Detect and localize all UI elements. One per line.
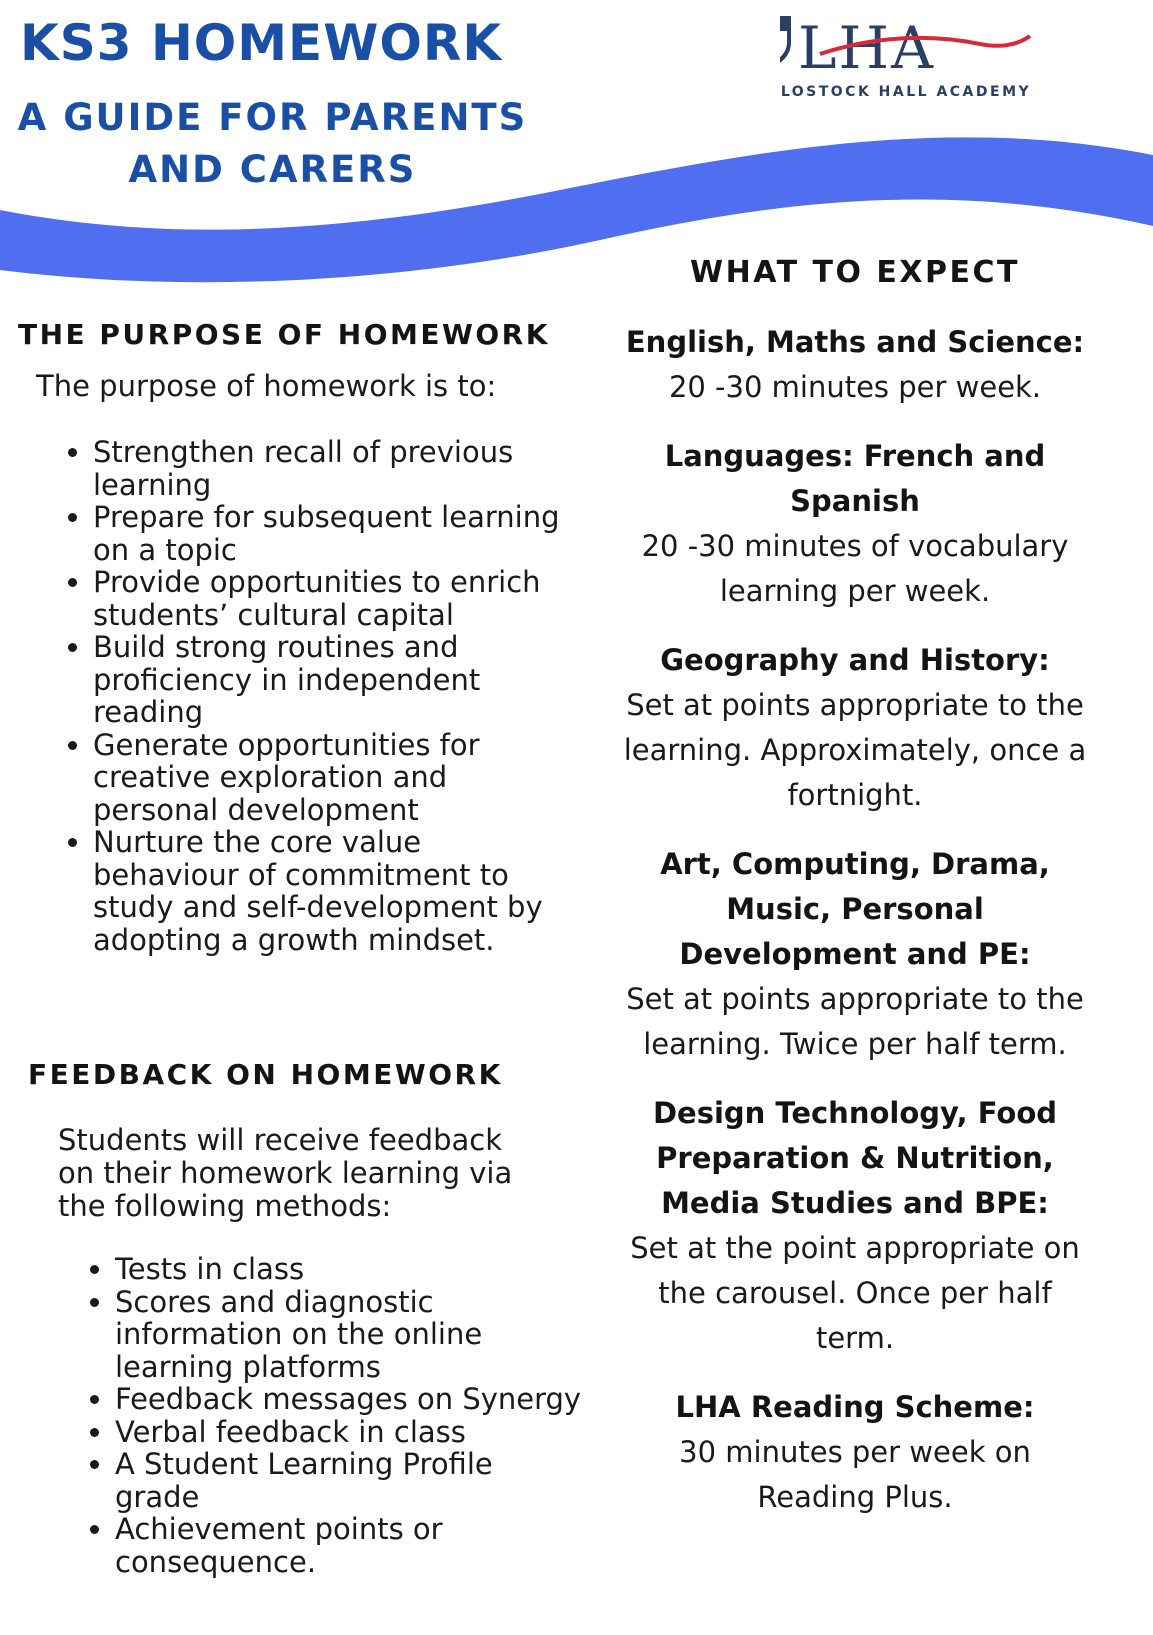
list-item: • Scores and diagnostic information on the online learning platforms xyxy=(115,1286,585,1384)
expect-item xyxy=(620,842,1090,1067)
expect-item-body: 20 -30 minutes per week. xyxy=(668,370,1042,404)
list-item: • Tests in class xyxy=(115,1253,585,1286)
feedback-list xyxy=(80,1253,585,1578)
list-item: • Verbal feedback in class xyxy=(115,1416,585,1449)
list-item: • Build strong routines and proficiency in independent reading xyxy=(93,631,563,729)
expect-item-body: Set at points appropriate to the learning. Approximately, once a fortnight. xyxy=(623,688,1087,812)
expect-item-title: Design Technology, Food Preparation & Nutrition, Media Studies and BPE: xyxy=(652,1096,1058,1220)
expect-item-body: Set at the point appropriate on the carousel. Once per half term. xyxy=(630,1231,1080,1355)
purpose-list xyxy=(58,436,563,956)
expect-item-title: English, Maths and Science: xyxy=(625,325,1085,359)
page-title: KS3 HOMEWORK xyxy=(20,14,503,72)
expect-section xyxy=(620,255,1090,1544)
expect-item xyxy=(620,638,1090,818)
expect-item xyxy=(620,1385,1090,1520)
expect-item-title: Art, Computing, Drama, Music, Personal Development and PE: xyxy=(660,847,1050,971)
expect-item-body: 30 minutes per week on Reading Plus. xyxy=(679,1435,1031,1514)
list-item: • Prepare for subsequent learning on a topic xyxy=(93,501,563,566)
list-item: • Strengthen recall of previous learning xyxy=(93,436,563,501)
feedback-intro: Students will receive feedback on their homework learning via the following methods: xyxy=(58,1123,513,1223)
expect-item-title: LHA Reading Scheme: xyxy=(675,1390,1035,1424)
expect-item-body: 20 -30 minutes of vocabulary learning per week. xyxy=(641,529,1069,608)
list-item: • Feedback messages on Synergy xyxy=(115,1383,585,1416)
logo-tagline: LOSTOCK HALL ACADEMY xyxy=(780,84,1032,100)
expect-item-title: Languages: French and Spanish xyxy=(664,439,1046,518)
page-subtitle: A GUIDE FOR PARENTS AND CARERS xyxy=(17,96,528,191)
expect-item xyxy=(620,320,1090,410)
feedback-heading: FEEDBACK ON HOMEWORK xyxy=(28,1058,503,1091)
shield-icon xyxy=(780,16,791,68)
list-item: • A Student Learning Profile grade xyxy=(115,1448,585,1513)
list-item: • Achievement points or consequence. xyxy=(115,1513,585,1578)
expect-item-body: Set at points appropriate to the learning. Twice per half term. xyxy=(626,982,1084,1061)
expect-heading: WHAT TO EXPECT xyxy=(690,255,1020,290)
logo-letters: LHA xyxy=(798,14,935,82)
expect-item xyxy=(620,434,1090,614)
list-item: • Generate opportunities for creative exploration and personal development xyxy=(93,729,563,827)
purpose-heading: THE PURPOSE OF HOMEWORK xyxy=(18,318,550,351)
expect-item-title: Geography and History: xyxy=(660,643,1050,677)
expect-item xyxy=(620,1091,1090,1361)
list-item: • Nurture the core value behaviour of commitment to study and self-development by adopting a growth mindset. xyxy=(93,826,563,956)
list-item: • Provide opportunities to enrich students’ cultural capital xyxy=(93,566,563,631)
purpose-intro: The purpose of homework is to: xyxy=(36,369,497,403)
